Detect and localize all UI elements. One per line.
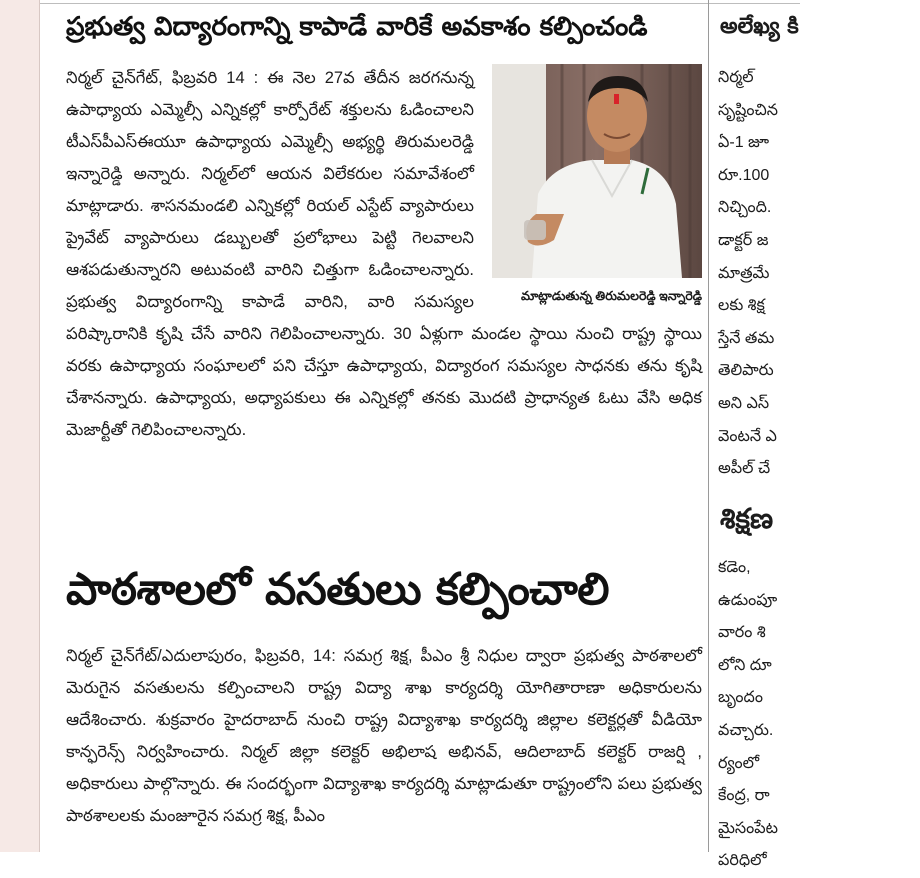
- adjacent-article-1: [718, 62, 918, 486]
- main-headline: ప్రభుత్వ విద్యారంగాన్ని కాపాడే వారికే అవకాశం కల్పించండి: [66, 12, 648, 42]
- adjacent-line: ఉడుంపూ: [718, 591, 778, 609]
- adjacent-article-2: [718, 552, 918, 878]
- adjacent-line: నిర్మల్: [718, 69, 754, 86]
- photo-caption: మాట్లాడుతున్న తిరుమలరెడ్డి ఇన్నారెడ్డి: [520, 289, 702, 303]
- adjacent-line: అని ఎస్: [718, 394, 770, 412]
- column-divider: [708, 0, 709, 852]
- adjacent-line: వారం శి: [718, 624, 766, 642]
- adjacent-line: వెంటనే ఎ: [718, 427, 777, 445]
- adjacent-headline-1: అలేఖ్య కి: [720, 14, 799, 39]
- adjacent-column: [718, 0, 800, 870]
- speaker-photo: [492, 64, 702, 278]
- adjacent-line: నిచ్చింది.: [718, 199, 772, 217]
- adjacent-line: కేంద్ర, రా: [718, 787, 770, 805]
- page-margin-strip: [0, 0, 40, 852]
- adjacent-line: తెలిపారు: [718, 362, 774, 380]
- adjacent-line: రూ.100: [718, 166, 770, 184]
- adjacent-line: డాక్టర్ జ: [718, 231, 769, 249]
- adjacent-line: వచ్చారు.: [718, 721, 774, 739]
- adjacent-line: లోని దూ: [718, 656, 772, 674]
- article-photo: [488, 64, 702, 310]
- adjacent-line: బృందం: [718, 689, 763, 707]
- adjacent-line: ఏ-1 జూ: [718, 134, 770, 152]
- adjacent-line: సృష్టించిన: [718, 101, 779, 119]
- adjacent-line: మైసంపేట: [718, 819, 779, 837]
- adjacent-line: పరిధిలో: [718, 852, 767, 870]
- main-article-body: [66, 62, 702, 548]
- speaker-illustration: [492, 64, 702, 278]
- adjacent-line: లకు శిక్ష: [718, 297, 765, 315]
- adjacent-headline-2: శిక్షణ: [720, 502, 774, 535]
- second-headline: పాఠశాలలో వసతులు కల్పించాలి: [66, 564, 610, 615]
- top-rule: [40, 3, 800, 4]
- adjacent-line: మాత్రమే: [718, 264, 770, 282]
- adjacent-line: ర్యంలో: [718, 754, 760, 772]
- adjacent-line: కడెం,: [718, 559, 751, 576]
- adjacent-line: అపీల్ చే: [718, 460, 771, 478]
- second-article-body: నిర్మల్ చైన్‌గేట్/ఎదులాపురం, ఫిబ్రవరి, 14: సమగ్ర శిక్ష, పీఎం శ్రీ నిధుల ద్వారా ప్రభుత్వ పాఠశాలలో మెరుగైన వసతులను కల్పించాలని రాష్ట్ర విద్యా శాఖ కార్యదర్శి యోగితారాణా అధికారులను ఆదేశించారు. శుక్రవారం హైదరాబాద్ నుంచి రాష్ట్ర విద్యాశాఖ కార్యదర్శి జిల్లాల కలెక్టర్లతో వీడియో కాన్ఫరెన్స్ నిర్వహించారు. నిర్మల్ జిల్లా కలెక్టర్ అభిలాష అభినవ్, ఆదిలాబాద్ కలెక్టర్ రాజర్షి , అధికారులు పాల్గొన్నారు. ఈ సందర్భంగా విద్యాశాఖ కార్యదర్శి మాట్లాడుతూ రాష్ట్రంలోని పలు ప్రభుత్వ పాఠశాలలకు మంజూరైన సమగ్ర శిక్ష, పీఎం: [66, 647, 702, 825]
- main-article-text: నిర్మల్ చైన్‌గేట్, ఫిబ్రవరి 14 : ఈ నెల 27వ తేదీన జరగనున్న ఉపాధ్యాయ ఎమ్మెల్సీ ఎన్నికల్లో కార్పోరేట్ శక్తులను ఓడించాలని టీఎస్‌పీఎస్‌ఈయూ ఉపాధ్యాయ ఎమ్మెల్సీ అభ్యర్థి తిరుమలరెడ్డి ఇన్నారెడ్డి అన్నారు. నిర్మల్‌లో ఆయన విలేకరుల సమావేశంలో మాట్లాడారు. శాసనమండలి ఎన్నికల్లో రియల్ ఎస్టేట్ వ్యాపారులు ప్రైవేట్ వ్యాపారులు డబ్బులతో ప్రలోభాలు పెట్టి గెలవాలని ఆశపడుతున్నారని అటువంటి వారిని చిత్తుగా ఓడించాలన్నారు. ప్రభుత్వ విద్యారంగాన్ని కాపాడే వారిని, వారి సమస్యల పరిష్కారానికి కృషి చేసే వారిని గెలిపించాలన్నారు. 30 ఏళ్లుగా మండల స్థాయి నుంచి రాష్ట్ర స్థాయి వరకు ఉపాధ్యాయ సంఘాలలో పని చేస్తూ ఉపాధ్యాయ, విద్యారంగ సమస్యల సాధనకు తను కృషి చేశానన్నారు. ఉపాధ్యాయ, అధ్యాపకులు ఈ ఎన్నికల్లో తనకు మొదటి ప్రాధాన్యత ఓటు వేసి అధిక మెజార్టీతో గెలిపించాలన్నారు.: [66, 69, 702, 439]
- adjacent-line: స్తేనే తమ: [718, 329, 775, 347]
